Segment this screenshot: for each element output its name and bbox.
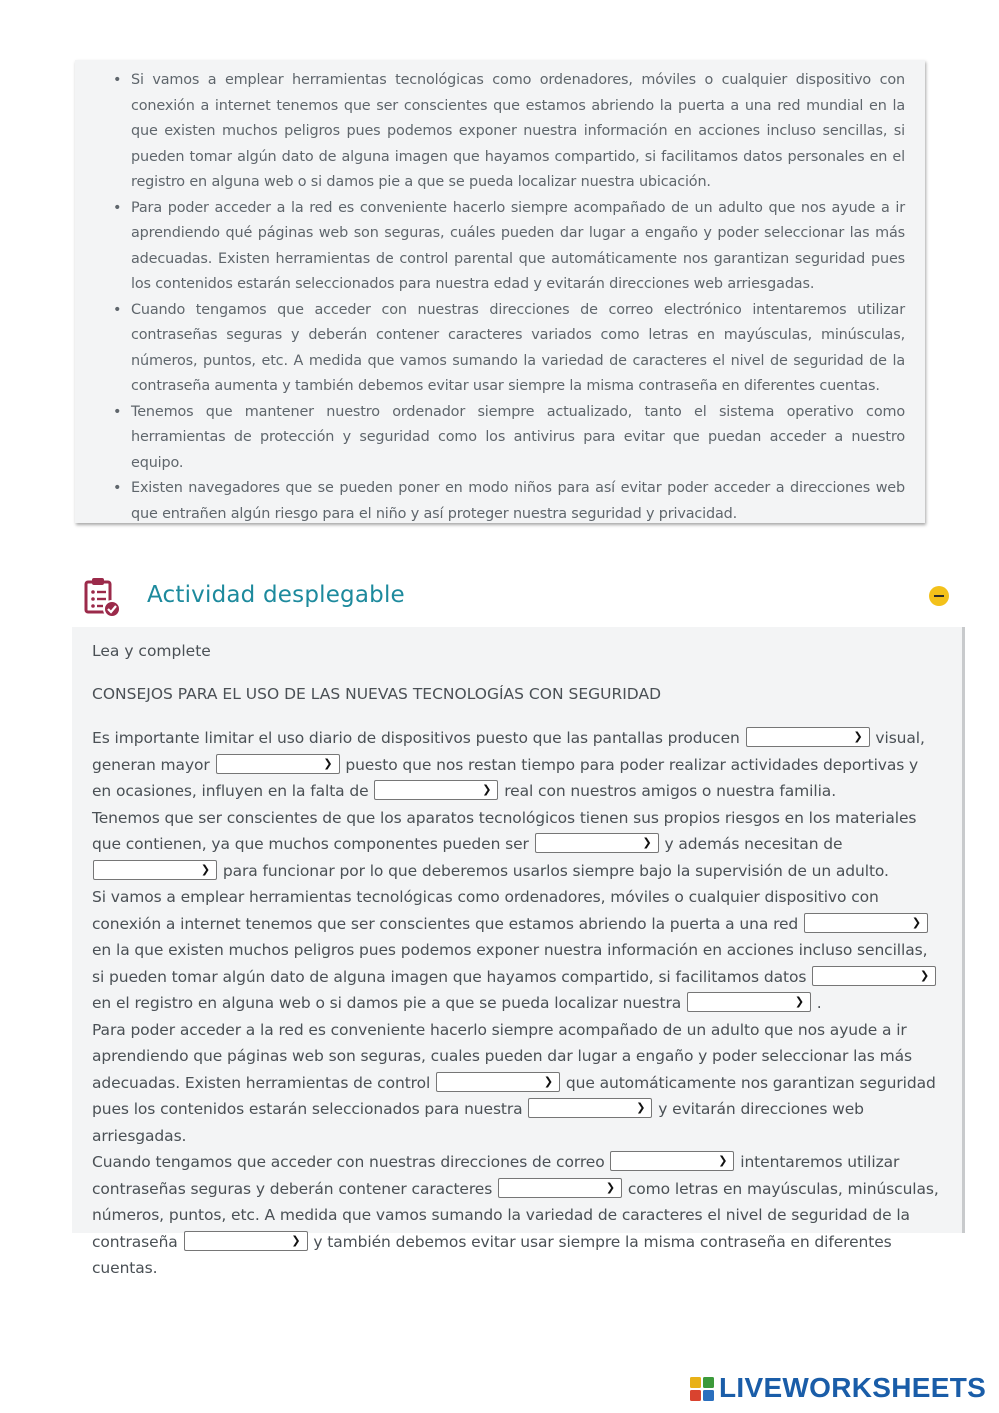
chevron-down-icon: ❯ [718,1154,728,1167]
text-segment: Para poder acceder a la red es conveniente hacerlo siempre acompañado de un adulto que nos ayude a ir aprendiendo que páginas web son seguras, cuales pueden dar lugar a engaño y poder seleccionar las más adecuadas. Existen herramientas de control [92,1020,912,1092]
answer-dropdown[interactable] [535,833,659,853]
text-segment: y evitarán direcciones web arriesgadas. [92,1100,864,1145]
answer-dropdown[interactable] [687,992,811,1012]
text-segment: intentaremos utilizar contraseñas seguras y deberán contener caracteres [92,1153,900,1198]
list-item: • Tenemos que mantener nuestro ordenador siempre actualizado, tanto el sistema operativo como herramientas de protección y seguridad como los antivirus para evitar que puedan acceder a nuestro equipo. [131,400,905,477]
activity-heading: CONSEJOS PARA EL USO DE LAS NUEVAS TECNOLOGÍAS CON SEGURIDAD [92,685,662,703]
activity-body [72,627,965,1277]
chevron-down-icon: ❯ [543,1074,554,1088]
info-box [75,60,925,523]
text-segment: en la que existen muchos peligros pues podemos exponer nuestra información en acciones incluso sencillas, si pueden tomar algún dato de alguna imagen que hayamos compartido, si facilitamos datos [92,941,928,986]
text-segment: visual, generan mayor [92,729,925,774]
list-item: • Existen navegadores que se pueden poner en modo niños para así evitar poder acceder a direcciones web que entrañen algún riesgo para el niño y así proteger nuestra seguridad y privacidad. [131,476,905,527]
answer-dropdown[interactable] [374,780,498,800]
text-segment: puesto que nos restan tiempo para poder realizar actividades deportivas y en ocasiones, influyen en la falta de [92,755,919,800]
chevron-down-icon: ❯ [323,756,333,770]
answer-dropdown[interactable] [184,1231,308,1251]
liveworksheets-brand [690,1374,990,1406]
text-segment: y también debemos evitar usar siempre la misma contraseña en diferentes cuentas. [92,1232,892,1277]
brand-name: LIVEWORKSHEETS [719,1372,987,1403]
text-segment: Si vamos a emplear herramientas tecnológicas como ordenadores, móviles o cualquier dispositivo con conexión a internet tenemos que ser conscientes que estamos abriendo la puerta a una red [92,888,879,933]
answer-dropdown[interactable] [216,754,340,774]
text-segment: . [811,994,822,1012]
text-segment: que automáticamente nos garantizan seguridad pues los contenidos estarán seleccionados para nuestra [92,1073,936,1118]
instruction-text: Lea y complete [92,642,211,660]
list-item: • Para poder acceder a la red es conveniente hacerlo siempre acompañado de un adulto que nos ayude a ir aprendiendo qué páginas web son seguras, cuáles pueden dar lugar a engaño y poder seleccionar las más adecuadas. Existen herramientas de control parental que automáticamente nos garantizan seguridad pues los contenidos estarán seleccionados para nuestra edad y evitarán direcciones web arriesgadas. [131,196,905,298]
answer-dropdown[interactable] [804,913,928,933]
chevron-down-icon: ❯ [291,1233,301,1247]
chevron-down-icon: ❯ [794,995,804,1008]
chevron-down-icon: ❯ [200,862,210,876]
answer-dropdown[interactable] [436,1072,560,1092]
answer-dropdown[interactable] [610,1151,734,1171]
minus-circle-icon[interactable] [929,586,949,606]
chevron-down-icon: ❯ [482,783,492,796]
liveworksheets-logo-icon [690,1377,714,1401]
answer-dropdown[interactable] [498,1178,622,1198]
bullet-list [95,68,905,527]
answer-dropdown[interactable] [528,1098,652,1118]
chevron-down-icon: ❯ [911,915,922,929]
text-segment: Es importante limitar el uso diario de dispositivos puesto que las pantallas producen [92,729,745,747]
activity-title: Actividad desplegable [147,582,405,608]
chevron-down-icon: ❯ [636,1101,646,1114]
text-segment: para funcionar por lo que deberemos usarlos siempre bajo la supervisión de un adulto. [218,861,889,880]
list-item: • Si vamos a emplear herramientas tecnológicas como ordenadores, móviles o cualquier dispositivo con conexión a internet tenemos que ser conscientes que estamos abriendo la puerta a una red mundial en la que existen muchos peligros pues podemos exponer nuestra información en acciones incluso sencillas, si pueden tomar algún dato de alguna imagen que hayamos compartido, si facilitamos datos personales en el registro en alguna web o si damos pie a que se pueda localizar nuestra ubicación. [131,68,905,196]
text-segment: como letras en mayúsculas, minúsculas, números, puntos, etc. A medida que vamos sumando la variedad de caracteres el nivel de seguridad de la contraseña [92,1179,939,1251]
list-item: • Cuando tengamos que acceder con nuestras direcciones de correo electrónico intentaremos utilizar contraseñas seguras y deberán contener caracteres variados como letras en mayúsculas, minúsculas, números, puntos, etc. A medida que vamos sumando la variedad de caracteres el nivel de seguridad de la contraseña aumenta y también debemos evitar usar siempre la misma contraseña en diferentes cuentas. [131,298,905,400]
text-segment: y además necesitan de [659,835,843,853]
chevron-down-icon: ❯ [853,730,863,743]
answer-dropdown[interactable] [93,860,217,880]
clipboard-check-icon [82,576,122,618]
chevron-down-icon: ❯ [920,968,930,982]
fill-in-text [92,725,942,1282]
chevron-down-icon: ❯ [605,1180,616,1194]
text-segment: Cuando tengamos que acceder con nuestras direcciones de correo [92,1153,610,1171]
text-segment: real con nuestros amigos o nuestra familia. [499,782,837,800]
activity-header[interactable] [72,566,965,626]
text-segment: Tenemos que ser conscientes de que los aparatos tecnológicos tienen sus propios riesgos en los materiales que contienen, ya que muchos componentes pueden ser [92,808,917,853]
chevron-down-icon: ❯ [642,836,652,849]
answer-dropdown[interactable] [746,727,870,747]
text-segment: en el registro en alguna web o si damos pie a que se pueda localizar nuestra [92,994,686,1012]
answer-dropdown[interactable] [812,966,936,986]
